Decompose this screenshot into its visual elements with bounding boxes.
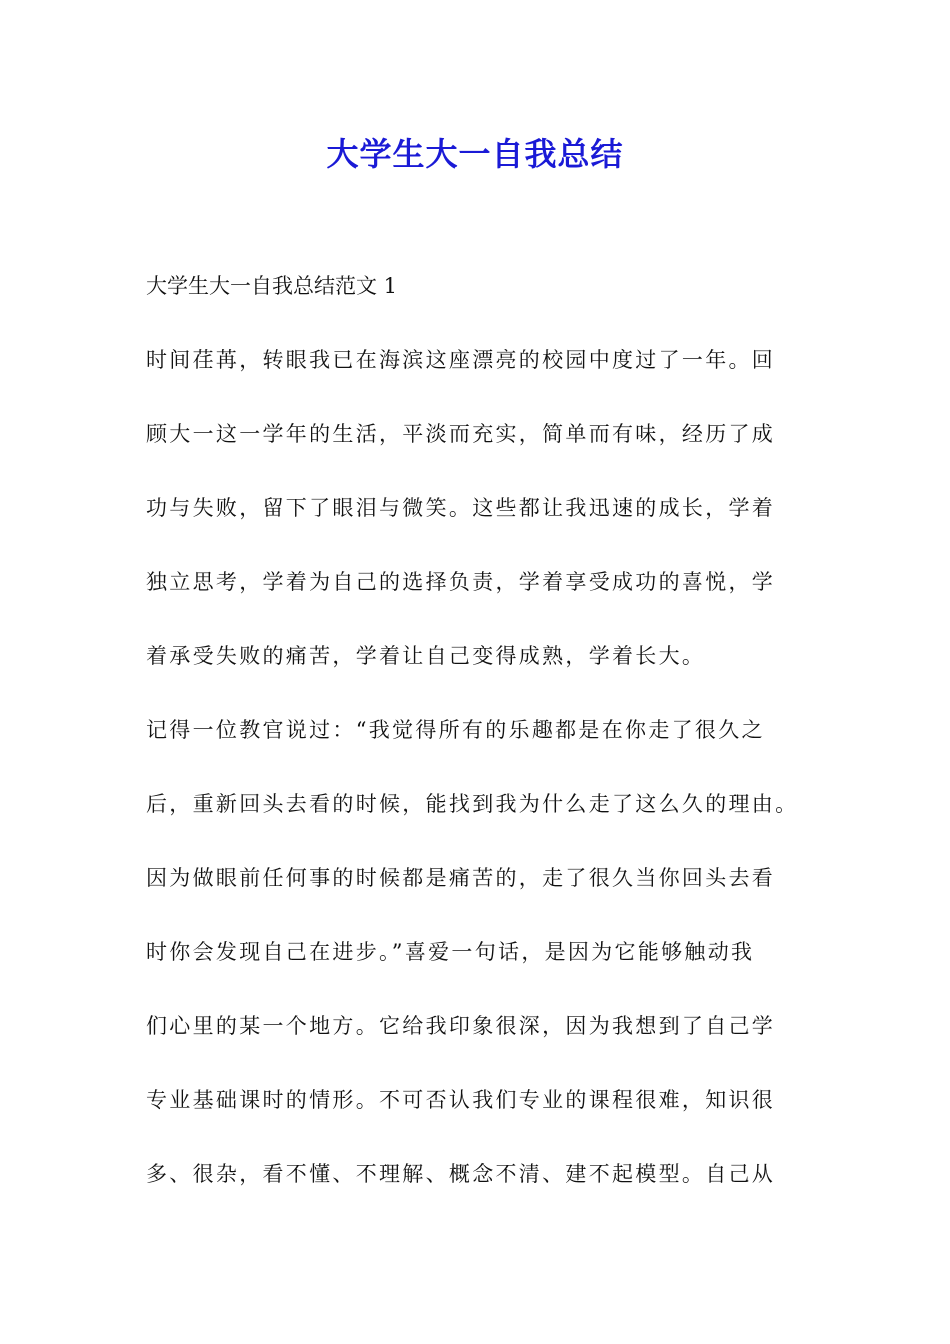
body-line: 记得一位教官说过：“我觉得所有的乐趣都是在你走了很久之 <box>146 718 765 742</box>
body-line: 后，重新回头去看的时候，能找到我为什么走了这么久的理由。 <box>146 792 799 816</box>
body-line: 多、很杂，看不懂、不理解、概念不清、建不起模型。自己从 <box>146 1162 776 1186</box>
body-line: 专业基础课时的情形。不可否认我们专业的课程很难，知识很 <box>146 1088 776 1112</box>
section-heading: 大学生大一自我总结范文 1 <box>146 274 398 298</box>
body-line: 们心里的某一个地方。它给我印象很深，因为我想到了自己学 <box>146 1014 776 1038</box>
body-line: 因为做眼前任何事的时候都是痛苦的，走了很久当你回头去看 <box>146 866 776 890</box>
body-line: 时间荏苒，转眼我已在海滨这座漂亮的校园中度过了一年。回 <box>146 348 776 372</box>
body-line: 独立思考，学着为自己的选择负责，学着享受成功的喜悦，学 <box>146 570 776 594</box>
body-line: 时你会发现自己在进步。”喜爱一句话，是因为它能够触动我 <box>146 940 755 964</box>
body-line: 着承受失败的痛苦，学着让自己变得成熟，学着长大。 <box>146 644 706 668</box>
body-line: 顾大一这一学年的生活，平淡而充实，简单而有味，经历了成 <box>146 422 776 446</box>
body-text <box>146 340 836 1228</box>
document-title: 大学生大一自我总结 <box>326 135 624 173</box>
body-line: 功与失败，留下了眼泪与微笑。这些都让我迅速的成长，学着 <box>146 496 776 520</box>
